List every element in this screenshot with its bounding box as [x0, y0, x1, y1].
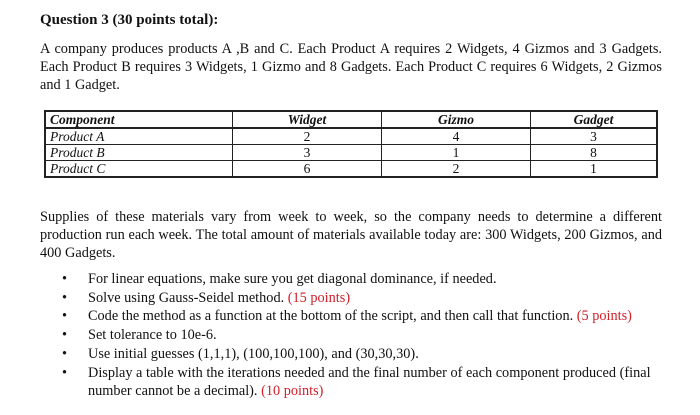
cell-gizmo: 2	[382, 161, 531, 178]
points-label: (15 points)	[287, 289, 351, 306]
instruction-text: Use initial guesses (1,1,1), (100,100,100), and (30,30,30).	[88, 345, 419, 362]
instruction-text: Display a table with the iterations needed and the final number of each component produced (final number cannot be a decimal).	[88, 364, 651, 400]
bullet-icon: •	[62, 364, 68, 381]
cell-gadget: 8	[531, 145, 658, 161]
problem-intro: A company produces products A ,B and C. Each Product A requires 2 Widgets, 4 Gizmos and 3 Gadgets. Each Product B requires 3 Widgets, 1 Gizmo and 8 Gadgets. Each Product C requires 6 Widgets, 2 Gizmos and 1 Gadget.	[40, 41, 662, 93]
table-row	[45, 145, 657, 161]
list-item	[58, 345, 658, 364]
bullet-icon: •	[62, 289, 68, 306]
table-row	[45, 161, 657, 178]
cell-widget: 3	[233, 145, 382, 161]
cell-gizmo: 1	[382, 145, 531, 161]
cell-gadget: 3	[531, 128, 658, 145]
table-row	[45, 128, 657, 145]
instruction-text: Set tolerance to 10e-6.	[88, 327, 217, 344]
instruction-text: Code the method as a function at the bottom of the script, and then call that function.	[88, 308, 577, 325]
list-item	[58, 289, 658, 308]
points-label: (5 points)	[576, 308, 632, 325]
bullet-icon: •	[62, 327, 68, 344]
header-gizmo: Gizmo	[382, 111, 531, 128]
bullet-icon: •	[62, 308, 68, 325]
list-item	[58, 270, 658, 289]
row-label: Product B	[45, 145, 233, 161]
table-header-row	[45, 111, 657, 128]
cell-gizmo: 4	[382, 128, 531, 145]
requirements-table	[44, 110, 658, 178]
question-title: Question 3 (30 points total):	[40, 12, 219, 28]
header-widget: Widget	[233, 111, 382, 128]
list-item	[58, 307, 658, 326]
row-label: Product A	[45, 128, 233, 145]
bullet-icon: •	[62, 271, 68, 287]
cell-widget: 2	[233, 128, 382, 145]
supplies-paragraph: Supplies of these materials vary from week to week, so the company needs to determine a different production run each week. The total amount of materials available today are: 300 Widgets, 200 Gizmos, and 400 Gadgets.	[40, 209, 662, 261]
list-item	[58, 364, 658, 401]
list-item	[58, 326, 658, 345]
instructions-list	[58, 270, 658, 401]
instruction-text: Solve using Gauss-Seidel method.	[88, 289, 288, 306]
cell-gadget: 1	[531, 161, 658, 178]
cell-widget: 6	[233, 161, 382, 178]
header-component: Component	[45, 111, 233, 128]
row-label: Product C	[45, 161, 233, 178]
instruction-text: For linear equations, make sure you get diagonal dominance, if needed.	[88, 271, 497, 287]
header-gadget: Gadget	[531, 111, 658, 128]
bullet-icon: •	[62, 345, 68, 362]
points-label: (10 points)	[261, 383, 324, 400]
